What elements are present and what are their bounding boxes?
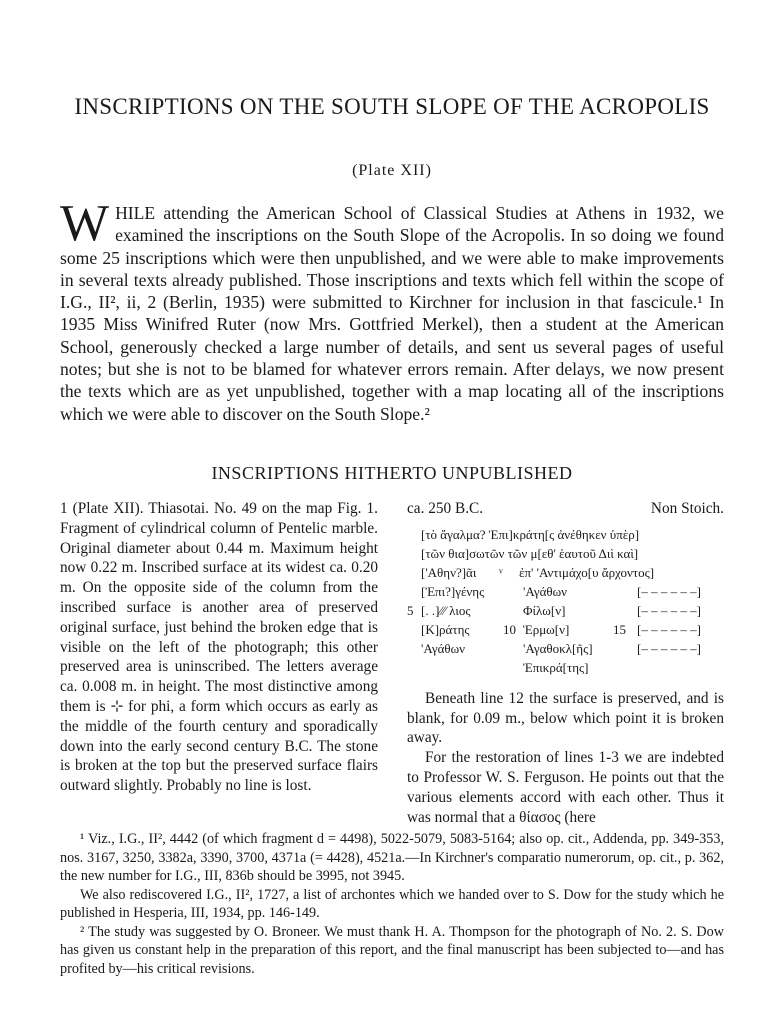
greek-line-4 [407,582,724,601]
plate-note: (Plate XII) [352,162,432,179]
blank-surface-paragraph: Beneath line 12 the surface is preserved, and is blank, for 0.09 m., below which point it is broken away. [407,689,724,747]
greek-line-2-text: [τῶν θια]σωτῶν τῶν μ[εθ' ἑαυτοῦ Διὶ καὶ] [421,545,639,561]
greek-line-6-b: Ἑρμω[ν] [523,621,570,637]
greek-inscription [407,525,724,677]
greek-line-1 [407,525,724,544]
greek-line-4-c: [– – – – – –] [637,583,701,599]
greek-line-7-c: [– – – – – –] [637,640,701,656]
stoich-note: Non Stoich. [650,500,724,517]
greek-line-3-vacat: ᵛ [499,564,503,580]
intro-text: HILE attending the American School of Classical Studies at Athens in 1932, we examined the inscriptions on the South Slope of the Acropolis. In so doing we found some 25 inscriptions which were then unpublished, and we were able to make improvements in several texts already published. Those inscriptions and texts which fell within the scope of I.G., II², ii, 2 (Berlin, 1935) were submitted to Kirchner for inclusion in that fascicule.¹ In 1935 Miss Winifred Ruter (now Mrs. Gottfried Merkel), then a student at the American School, generously checked a large number of details, and sent us several pages of useful notes; but she is not to be blamed for whatever errors remain. After delays, we now present the texts which are as yet unpublished, together with a map locating all of the inscriptions which we were able to discover on the South Slope.² [60,203,724,424]
page-title: INSCRIPTIONS ON THE SOUTH SLOPE OF THE ACROPOLIS [74,94,710,119]
section-heading: INSCRIPTIONS HITHERTO UNPUBLISHED [211,463,573,483]
intro-paragraph [60,195,724,425]
greek-line-4-a: [Ἐπι?]γένης [421,583,485,599]
greek-line-7-b: 'Αγαθοκλ[ῆς] [523,640,593,656]
greek-line-3-a: ['Αθην?]ᾶι [421,564,477,580]
footnote-1-continued: We also rediscovered I.G., II², 1727, a list of archontes which we handed over to S. Dow for the study which he published in Hesperia, III, 1934, pp. 146-149. [60,886,724,921]
line-number-5: 5 [407,602,414,618]
greek-line-8 [407,658,724,677]
greek-line-1-text: [τὸ ἄγαλμα? Ἐπι]κράτη[ς ἀνέθηκεν ὑπὲρ] [421,526,640,542]
line-number-15: 15 [613,621,626,637]
greek-line-7-a: 'Αγάθων [421,640,466,656]
greek-line-8-text: Ἐπικρά[της] [523,659,589,675]
footnote-2: ² The study was suggested by O. Broneer. We must thank H. A. Thompson for the photograph of No. 2. S. Dow has given us constant help in the preparation of this report, and the final manuscript has been subjected to—and has profited by—his critical revisions. [60,923,724,977]
greek-line-3 [407,563,724,582]
entry1-text-column [407,499,724,827]
greek-line-5-b: Φίλω[ν] [523,602,566,618]
greek-line-2 [407,544,724,563]
line-number-10: 10 [503,621,516,637]
greek-line-4-b: 'Αγάθων [523,583,568,599]
entry1-description: 1 (Plate XII). Thiasotai. No. 49 on the map Fig. 1. Fragment of cylindrical column of Pentelic marble. Original diameter about 0.44 m. Maximum height now 0.22 m. Inscribed surface at its widest ca. 0.20 m. On the opposite side of the column from the inscribed surface is another area of preserved original surface, just behind the broken edge that is visible on the left of the photograph; this other preserved area is uninscribed. The letters average ca. 0.008 m. in height. The most distinctive among them is ⊹ for phi, a form which occurs as early as the middle of the fourth century and sporadically down into the early second century B.C. The stone is broken at the top but the preserved surface flairs outward slightly. Probably no line is lost. [60,500,378,795]
greek-line-6 [407,620,724,639]
drop-cap: W [60,195,110,252]
greek-line-6-a: [Κ]ράτης [421,621,470,637]
date-row [407,499,724,519]
greek-line-5-c: [– – – – – –] [637,602,701,618]
footnote-1: ¹ Viz., I.G., II², 4442 (of which fragment d = 4498), 5022-5079, 5083-5164; also op. cit., Addenda, pp. 349-353, nos. 3167, 3250, 3382a, 3390, 3700, 4371a (= 4428), 4521a.—In Kirchner's comparatio numerorum, op. cit., p. 362, the new number for I.G., III, 836b should be 3995, not 3945. [60,831,724,884]
date: ca. 250 B.C. [407,500,484,517]
greek-line-6-c: [– – – – – –] [637,621,701,637]
greek-line-5 [407,601,724,620]
greek-line-5-a: [. .]⁄⁄⁄ λιος [421,602,471,618]
greek-line-3-b: ἐπ' 'Αντιμάχο[υ ἄρχοντος] [519,564,655,580]
restoration-paragraph: For the restoration of lines 1-3 we are indebted to Professor W. S. Ferguson. He points out that the various elements accord with each other. Thus it was normal that a θίασος (here [407,749,724,826]
greek-line-7 [407,639,724,658]
footnotes [60,830,724,978]
